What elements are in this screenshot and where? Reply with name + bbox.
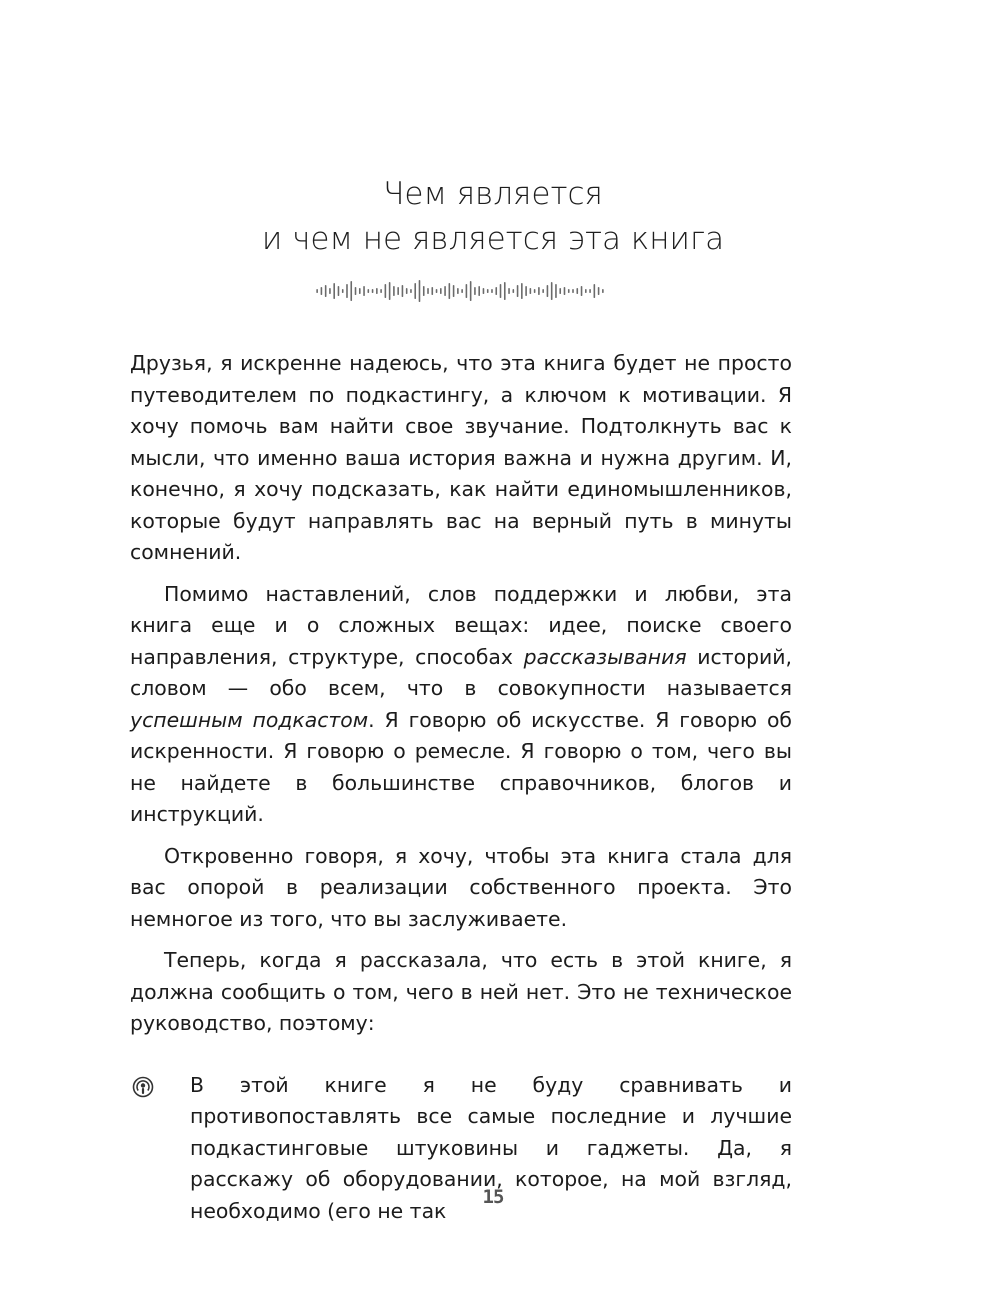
wave-bar <box>419 280 421 302</box>
wave-bar <box>359 288 361 294</box>
paragraph-2 <box>130 579 792 831</box>
wave-bar <box>572 289 574 293</box>
wave-bar <box>449 283 451 299</box>
wave-bar <box>585 289 587 293</box>
wave-bar <box>534 289 536 293</box>
wave-bar <box>355 287 357 295</box>
wave-bar <box>542 289 544 293</box>
wave-bar <box>427 288 429 294</box>
text-run: . Я говорю об искусстве. Я говорю об искренности. Я говорю о ремесле. Я говорю о том, чего вы не найдете в большинстве справочников, блогов и инструкций. <box>130 707 792 826</box>
wave-bar <box>397 287 399 295</box>
wave-bar <box>517 285 519 297</box>
podcast-icon <box>132 1076 154 1098</box>
bullet-text: В этой книге я не буду сравнивать и противопоставлять все самые последние и лучшие подкастинговые штуковины и гаджеты. Да, я расскажу об оборудовании, которое, на мой взгляд, необходимо (его не так <box>190 1072 792 1223</box>
wave-bar <box>380 289 382 293</box>
wave-bar <box>602 289 604 293</box>
wave-bar <box>500 284 502 298</box>
sound-wave-icon <box>315 276 605 306</box>
paragraph-4 <box>130 945 792 1040</box>
wave-bar <box>350 281 352 301</box>
wave-bar <box>598 287 600 295</box>
wave-bar <box>568 289 570 293</box>
wave-bar <box>564 287 566 295</box>
wave-bar <box>440 288 442 294</box>
wave-bar <box>504 282 506 300</box>
chapter-title-line-1: Чем является <box>383 176 603 212</box>
italic-run: рассказывания <box>523 644 687 669</box>
wave-bar <box>508 288 510 294</box>
wave-bar <box>316 289 318 293</box>
wave-bar <box>338 286 340 296</box>
wave-bar <box>423 286 425 296</box>
wave-bar <box>431 287 433 295</box>
wave-bar <box>402 285 404 297</box>
italic-run: успешным подкастом <box>130 707 369 732</box>
wave-bar <box>576 288 578 294</box>
wave-bar <box>363 286 365 296</box>
page-number: 15 <box>482 1186 504 1208</box>
wave-bar <box>372 289 374 293</box>
text-run: Помимо наставлений, слов поддержки и любви, эта книга еще и о сложных вещах: идее, поиске своего направления, структуре, способах <box>130 581 792 669</box>
wave-bar <box>470 281 472 301</box>
wave-bar <box>555 284 557 298</box>
wave-bar <box>385 284 387 298</box>
wave-bar <box>589 289 591 293</box>
wave-bar <box>444 286 446 296</box>
wave-bar <box>368 289 370 293</box>
wave-bar <box>342 289 344 293</box>
text-run: Друзья, я искренне надеюсь, что эта книга будет не просто путеводителем по подкастингу, а ключом к мотивации. Я хочу помочь вам найти свое звучание. Подтолкнуть вас к мысли, что именно ваша история важна и нужна другим. И, конечно, я хочу подсказать, как найти единомышленников, которые будут направлять вас на верный путь в минуты сомнений. <box>130 351 792 564</box>
wave-bar <box>559 288 561 294</box>
wave-bar <box>487 289 489 293</box>
wave-bar <box>436 289 438 293</box>
wave-bar <box>466 284 468 298</box>
wave-bar <box>495 287 497 295</box>
wave-bar <box>461 289 463 293</box>
wave-bar <box>376 288 378 294</box>
text-run: Теперь, когда я рассказала, что есть в этой книге, я должна сообщить о том, чего в ней нет. Это не техническое руководство, поэтому: <box>130 948 792 1035</box>
wave-bar <box>581 286 583 296</box>
wave-bar <box>389 282 391 300</box>
text-run: Откровенно говоря, я хочу, чтобы эта книга стала для вас опорой в реализации собственного проекта. Это немногое из того, что вы заслуживаете. <box>130 843 792 931</box>
text-run: историй, словом — обо всем, что в совокупности называется <box>130 644 792 700</box>
wave-bar <box>530 288 532 294</box>
chapter-title <box>0 172 986 262</box>
wave-bar <box>333 283 335 299</box>
wave-bar <box>414 283 416 299</box>
wave-bar <box>325 285 327 297</box>
paragraph-1 <box>130 348 792 569</box>
paragraph-3 <box>130 841 792 936</box>
wave-bar <box>478 286 480 296</box>
wave-bar <box>525 286 527 296</box>
wave-bar <box>521 283 523 299</box>
wave-bar <box>457 288 459 294</box>
wave-bar <box>453 285 455 297</box>
wave-bar <box>491 289 493 293</box>
wave-bar <box>483 288 485 294</box>
wave-bar <box>410 289 412 293</box>
wave-bar <box>513 289 515 293</box>
wave-bar <box>538 287 540 295</box>
wave-bar <box>551 282 553 300</box>
wave-bar <box>321 287 323 295</box>
wave-bar <box>393 286 395 296</box>
wave-bar <box>474 287 476 295</box>
chapter-title-line-2: и чем не является эта книга <box>261 221 725 257</box>
wave-bar <box>346 284 348 298</box>
wave-bar <box>547 285 549 297</box>
chapter-body <box>130 348 792 1227</box>
wave-bar <box>329 288 331 294</box>
wave-bar <box>594 284 596 298</box>
wave-bar <box>406 288 408 294</box>
